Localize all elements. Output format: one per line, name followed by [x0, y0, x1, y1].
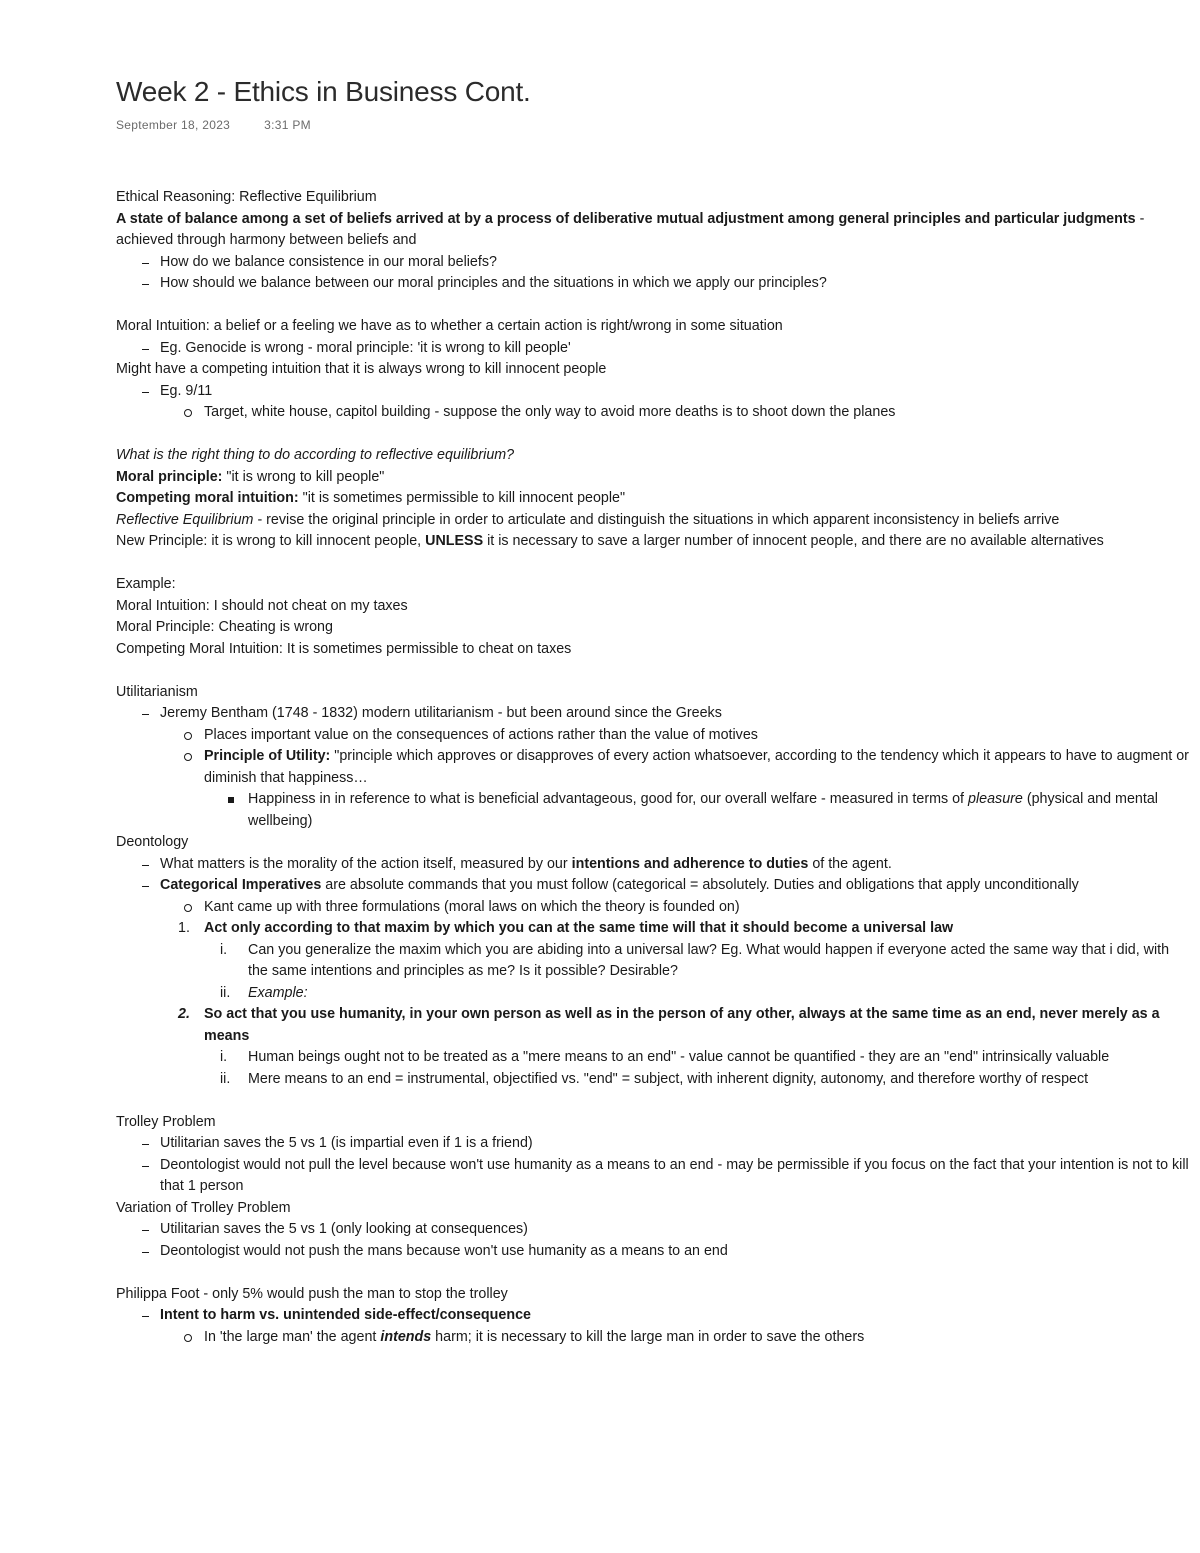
list-item: Places important value on the consequences of actions rather than the value of motives: [116, 725, 1192, 747]
moral-principle: Moral principle: "it is wrong to kill people": [116, 468, 385, 485]
circle-bullet-icon: [184, 725, 193, 734]
item-number: ii.: [220, 1070, 231, 1087]
item-number: 2.: [178, 1006, 190, 1022]
list-item: Kant came up with three formulations (moral laws on which the theory is founded on): [116, 897, 1192, 919]
numbered-item: 2. So act that you use humanity, in your own person as well as in the person of any other, always at the same time as an end, never merely as a means: [178, 1006, 1160, 1044]
deontology-heading: Deontology: [116, 834, 189, 850]
list-item: Categorical Imperatives are absolute commands that you must follow (categorical = absolutely. Duties and obligations that apply unconditionally: [160, 877, 1079, 893]
reflective-equilibrium-revision: Reflective Equilibrium - revise the original principle in order to articulate and distinguish the situations in which apparent inconsistency in beliefs arrive: [116, 511, 1060, 528]
list-item: Jeremy Bentham (1748 - 1832) modern utilitarianism - but been around since the Greeks: [160, 705, 722, 721]
page-title: Week 2 - Ethics in Business Cont.: [116, 76, 531, 107]
item-number: i.: [220, 941, 228, 958]
list-item: What matters is the morality of the action itself, measured by our intentions and adherence to duties of the agent.: [160, 855, 892, 872]
item-number: 1.: [178, 920, 190, 936]
right-thing-question: What is the right thing to do according to reflective equilibrium?: [116, 447, 515, 463]
roman-item: i. Can you generalize the maxim which you are abiding into a universal law? Eg. What would happen if everyone acted the same way that i did, with the same intentions and principles as me? Is it possible? Desirable?: [220, 941, 1170, 979]
list-item: Principle of Utility: "principle which approves or disapproves of every action whatsoever, according to the tendency which it appears to have to augment or diminish that happiness…: [116, 746, 1192, 789]
roman-item: i. Human beings ought not to be treated as a "mere means to an end" - value cannot be quantified - they are an "end" intrinsically valuable: [116, 1047, 1192, 1069]
list-item: Target, white house, capitol building - suppose the only way to avoid more deaths is to shoot down the planes: [116, 402, 1192, 424]
list-item: Utilitarian saves the 5 vs 1 (only looking at consequences): [160, 1221, 528, 1237]
page-date: September 18, 2023: [116, 118, 231, 132]
list-item: In 'the large man' the agent intends harm; it is necessary to kill the large man in order to save the others: [116, 1327, 1192, 1349]
example-heading: Example:: [116, 576, 176, 592]
note-body: [116, 187, 1192, 1348]
intuition-definition: Moral Intuition: a belief or a feeling we have as to whether a certain action is right/wrong in some situation: [116, 318, 783, 334]
list-item: How do we balance consistence in our moral beliefs?: [160, 253, 497, 270]
new-principle: New Principle: it is wrong to kill innocent people, UNLESS it is necessary to save a larger number of innocent people, and there are no available alternatives: [116, 533, 1104, 549]
reflective-definition: A state of balance among a set of beliefs arrived at by a process of deliberative mutual adjustment among general principles and particular judgments - achieved through harmony between beliefs and: [116, 210, 1145, 248]
list-item: Eg. Genocide is wrong - moral principle: 'it is wrong to kill people': [160, 339, 571, 356]
utilitarianism-heading: Utilitarianism: [116, 683, 198, 700]
example-line: Moral Intuition: I should not cheat on my taxes: [116, 597, 408, 614]
example-line: Moral Principle: Cheating is wrong: [116, 619, 333, 635]
foot-heading: Philippa Foot - only 5% would push the man to stop the trolley: [116, 1285, 508, 1302]
circle-bullet-icon: [184, 402, 193, 411]
example-line: Competing Moral Intuition: It is sometimes permissible to cheat on taxes: [116, 640, 572, 657]
trolley-variation-heading: Variation of Trolley Problem: [116, 1199, 291, 1216]
page-meta: [116, 118, 1192, 132]
item-number: ii.: [220, 984, 231, 1001]
circle-bullet-icon: [184, 746, 193, 755]
list-item: Intent to harm vs. unintended side-effect/consequence: [160, 1307, 531, 1323]
roman-item: ii. Mere means to an end = instrumental, objectified vs. "end" = subject, with inherent dignity, autonomy, and therefore worthy of respect: [116, 1069, 1192, 1091]
competing-moral-intuition: Competing moral intuition: "it is sometimes permissible to kill innocent people": [116, 490, 626, 506]
list-item: Deontologist would not push the mans because won't use humanity as a means to an end: [160, 1242, 728, 1259]
note-page: [116, 74, 1192, 1348]
roman-item: ii. Example:: [116, 983, 1192, 1005]
square-bullet-icon: [228, 789, 234, 795]
circle-bullet-icon: [184, 1327, 193, 1336]
page-time: 3:31 PM: [264, 118, 311, 132]
reflective-heading: Ethical Reasoning: Reflective Equilibrium: [116, 189, 377, 205]
item-number: i.: [220, 1049, 228, 1065]
list-item: How should we balance between our moral principles and the situations in which we apply our principles?: [160, 275, 827, 291]
circle-bullet-icon: [184, 897, 193, 906]
list-item: Deontologist would not pull the level because won't use humanity as a means to an end - may be permissible if you focus on the fact that your intention is not to kill that 1 person: [160, 1156, 1189, 1194]
numbered-item: 1. Act only according to that maxim by which you can at the same time will that it should become a universal law: [116, 918, 1192, 940]
trolley-heading: Trolley Problem: [116, 1113, 216, 1130]
list-item: Utilitarian saves the 5 vs 1 (is impartial even if 1 is a friend): [160, 1135, 533, 1151]
competing-intuition: Might have a competing intuition that it is always wrong to kill innocent people: [116, 361, 607, 377]
list-item: Happiness in in reference to what is beneficial advantageous, good for, our overall welfare - measured in terms of pleasure (physical and mental wellbeing): [116, 789, 1192, 832]
list-item: Eg. 9/11: [160, 382, 213, 399]
